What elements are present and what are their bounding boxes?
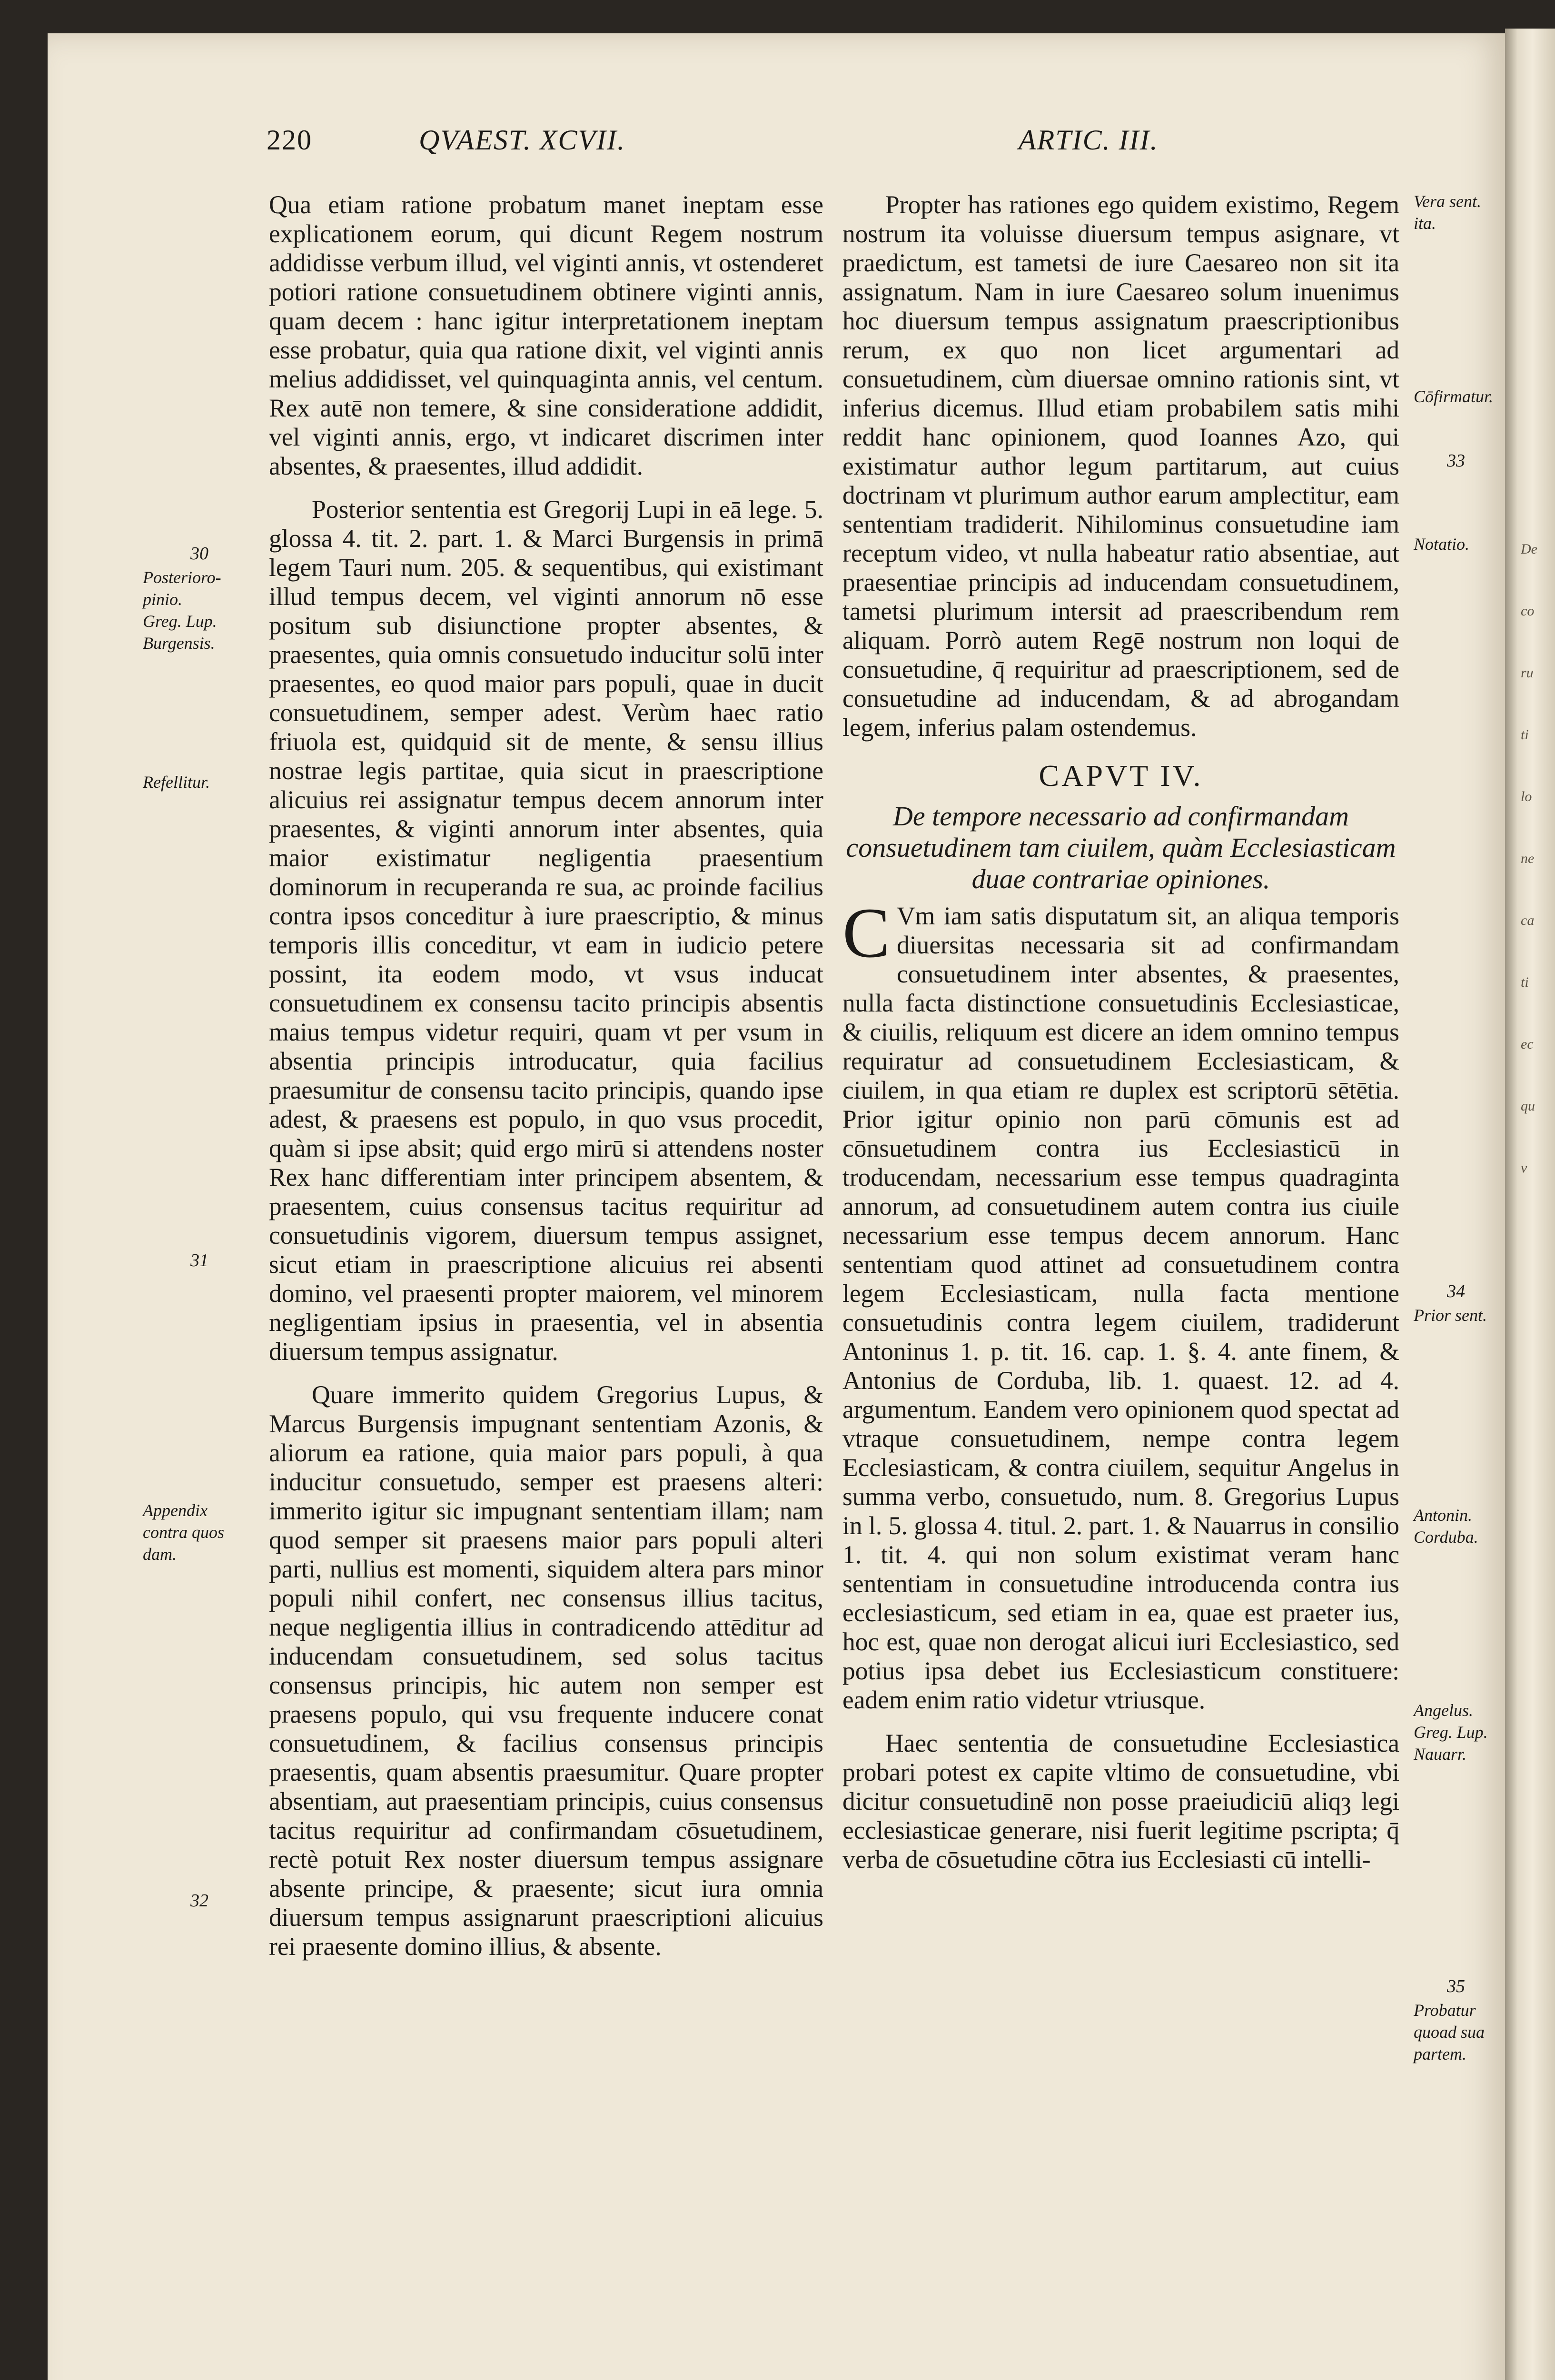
margin-number: 35 <box>1447 1976 1465 1996</box>
paragraph: Quare immerito quidem Gregorius Lupus, & Marcus Burgensis impugnant sententiam Azonis, & aliorum ea ratione, quia maior pars populi, à qua inducitur consuetudo, semper est praesens alteri: immerito igitur sic impugnant sententiam illam; nam quod semper sit praesens maior pars populi alteri parti, nullius est momenti, siquidem altera pars minor populi nihil confert, nec consensus illius tacitus, neque negligentia illius in contradicendo attēditur ad inducendam consuetudinem, sed solus tacitus consensus principis, hic autem non semper est praesens populo, qui vsu frequente inducere conat consuetudinem, & facilius consensus principis praesentis, quam absentis praesumitur. Quare propter absentiam, aut praesentiam principis, cuius consensus tacitus requiritur ad confirmandam cōsuetudinem, rectè potuit Rex noster diuersum tempus assignare absente principe, & praesente; sicut iura omnia diuersum tempus assignarunt praescriptioni alicuius rei praesente domino illius, & absente. <box>269 1380 823 1961</box>
edge-fragment: ru <box>1521 665 1534 681</box>
right-text-column <box>842 190 1399 1874</box>
edge-fragment: ti <box>1521 974 1529 990</box>
margin-number: 33 <box>1447 451 1465 471</box>
margin-note-confirmatur: Cōfirmatur. <box>1414 387 1494 406</box>
margin-note-refellitur: Refellitur. <box>143 773 210 792</box>
paragraph: Posterior sententia est Gregorij Lupi in eā lege. 5. glossa 4. tit. 2. part. 1. & Marci Burgensis in primā legem Tauri num. 205. & sequentibus, qui existimant illud tempus decem, vel viginti annorum nō esse positum sub disiunctione propter absentes, & praesentes, quia omnis consuetudo inducitur solū inter praesentes, eo quod maior pars populi, quae in ducit consuetudinem, semper adest. Verùm haec ratio friuola est, quidquid sit de mente, & sensu illius nostrae legis partitae, quia sicut in praescriptione alicuius rei assignatur tempus decem annorum inter praesentes, & viginti annorum inter absentes, quia maior existimatur negligentia praesentium dominorum in recuperanda re sua, ac proinde facilius contra ipsos conceditur à iure praescriptio, & minus temporis illis conceditur, vt eam in iudicio petere possint, ita eodem modo, vt vsus inducat consuetudinem ex consensu tacito principis absentis maius tempus videtur requiri, quam vt per vsum in absentia principis introducatur, quia facilius praesumitur de consensu tacito principis, quando ipse adest, & praesens est populo, in quo vsus procedit, quàm si ipse absit; quid ergo mirū si attendens noster Rex hanc differentiam inter principem absentem, & praesentem, cuius consensus tacitus requiritur ad consuetudinis vigorem, diuersum tempus assignet, sicut etiam in praescriptione alicuius rei absenti domino, vel praesenti propter maiorem, vel minorem negligentiam ipsius in praesentia, vel in absentia diuersum tempus assignatur. <box>269 495 823 1366</box>
edge-fragment: ti <box>1521 727 1529 743</box>
edge-fragment: ne <box>1521 851 1535 866</box>
margin-number: 32 <box>190 1891 208 1911</box>
margin-note-prior: Prior sent. <box>1414 1306 1487 1325</box>
margin-number: 34 <box>1447 1281 1465 1301</box>
edge-fragment: lo <box>1521 789 1532 804</box>
margin-note-appendix: Appendix contra quos dam. <box>143 1501 224 1564</box>
left-text-column <box>269 190 823 1961</box>
running-title: QVAEST. XCVII. <box>419 124 626 156</box>
margin-note-vera: Vera sent. ita. <box>1414 192 1481 233</box>
paragraph: Propter has rationes ego quidem existimo, Regem nostrum ita voluisse diuersum tempus asignare, vt praedictum, est tametsi de iure Caesareo non sit ita assignatum. Nam in iure Caesareo solum inuenimus hoc diuersum tempus assignatum praescriptionibus rerum, ex quo non licet argumentari ad consuetudinem, cùm diuersae omnino rationis sint, vt inferius dicemus. Illud etiam probabilem satis mihi reddit hanc opinionem, quod Ioannes Azo, qui existimatur author legum partitarum, aut cuius doctrinam vt plurimum author earum amplectitur, eam sententiam tradiderit. Nihilominus consuetudine iam receptum video, vt nulla habeatur ratio absentiae, aut praesentiae principis ad inducendam consuetudinem, tametsi plurimum intersit ad praescribendum rem aliquam. Porrò autem Regē nostrum non loqui de consuetudine, q̄ requiritur ad praescriptionem, sed de consuetudine ad inducendam, & ad abrogandam legem, inferius palam ostendemus. <box>842 190 1399 742</box>
edge-fragment: ca <box>1521 912 1535 928</box>
margin-note-probatur: Probatur quoad sua partem. <box>1414 2001 1485 2063</box>
paragraph: Haec sententia de consuetudine Ecclesiastica probari potest ex capite vltimo de consuetudine, vbi dicitur consuetudinē non posse praeiudiciū aliqȝ legi ecclesiasticae generare, nisi fuerit legitime pscripta; q̄ verba de cōsuetudine cōtra ius Ecclesiasti cū intelli- <box>842 1729 1399 1874</box>
edge-fragment: qu <box>1521 1098 1535 1114</box>
margin-note-antonin: Antonin. Corduba. <box>1414 1506 1478 1547</box>
article-heading: ARTIC. III. <box>1019 124 1159 156</box>
margin-note-posterior: Posterioro- pinio. Greg. Lup. Burgensis. <box>143 568 221 653</box>
margin-note-angelus: Angelus. Greg. Lup. Nauarr. <box>1414 1701 1488 1764</box>
edge-fragment: v <box>1521 1160 1527 1176</box>
drop-cap: C <box>842 893 891 972</box>
margin-number: 31 <box>190 1250 208 1270</box>
chapter-heading: CAPVT IV. <box>1039 759 1203 793</box>
page-number: 220 <box>267 124 312 156</box>
next-page-edge <box>1505 29 1555 2380</box>
edge-fragment: ec <box>1521 1036 1534 1052</box>
paragraph: Vm iam satis disputatum sit, an aliqua temporis diuersitas necessaria sit ad confirmandam consuetudinem inter absentes, & praesentes, nulla facta distinctione consuetudinis Ecclesiasticae, & ciuilis, reliquum est dicere an idem omnino tempus requiratur ad consuetudinem Ecclesiasticam, & ciuilem, in qua etiam re duplex est scriptorū sētētia. Prior igitur opinio non parū cōmunis est ad cōnsuetudinem contra ius Ecclesiasticū in troducendam, necessarium esse tempus quadraginta annorum, ad consuetudinem autem contra ius ciuile necessarium esse tempus decem annorum. Hanc sententiam quod attinet ad consuetudinem contra legem Ecclesiasticam, nulla facta mentione consuetudinis contra legem ciuilem, tradiderunt Antoninus 1. p. tit. 16. cap. 1. §. 4. ante finem, & Antonius de Corduba, lib. 1. quaest. 12. ad 4. argumentum. Eandem vero opinionem quod spectat ad vtraque consuetudinem, nempe contra legem Ecclesiasticam, & contra ciuilem, sequitur Angelus in summa verbo, consuetudo, num. 8. Gregorius Lupus in l. 5. glossa 4. titul. 2. part. 1. & Nauarrus in consilio 1. tit. 4. qui non solum existimat veram hanc sententiam in consuetudine introducenda contra ius ecclesiasticum, sed etiam in ea, quae est praeter ius, hoc est, quae non derogat alicui iuri Ecclesiastico, sed potius ipsa debet ius Ecclesiasticum constituere: eadem enim ratio videtur vtriusque. <box>842 902 1399 1714</box>
chapter-rubric: De tempore necessario ad confirmandam consuetudinem tam ciuilem, quàm Ecclesiasticam duae contrariae opiniones. <box>846 801 1396 894</box>
edge-fragment: co <box>1521 603 1535 619</box>
margin-number: 30 <box>190 544 208 564</box>
paragraph: Qua etiam ratione probatum manet ineptam esse explicationem eorum, qui dicunt Regem nostrum addidisse verbum illud, vel viginti annis, vt ostenderet potiori ratione consuetudinem obtinere viginti annis, quam decem : hanc igitur interpretationem ineptam esse probatur, quia qua ratione dixit, vel viginti annis melius addidisset, vel quinquaginta annis, vel centum. Rex autē non temere, & sine consideratione addidit, vel viginti annis, ergo, vt indicaret discrimen inter absentes, & praesentes, illud addidit. <box>269 190 823 480</box>
margin-note-notatio: Notatio. <box>1414 535 1470 554</box>
edge-fragment: De <box>1521 541 1537 557</box>
